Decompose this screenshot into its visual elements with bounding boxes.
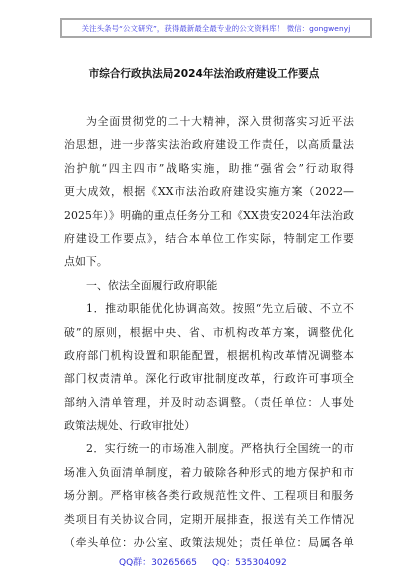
- section-heading: 一、依法全面履行政府职能: [86, 278, 218, 292]
- body-line: 场准入负面清单制度，着力破除各种形式的地方保护和市: [64, 465, 354, 479]
- contact-footer: [0, 555, 408, 571]
- body-line: 点如下。: [64, 255, 108, 269]
- body-line: 1．推动职能优化协调高效。按照“先立后破、不立不: [86, 302, 354, 316]
- body-line: 政策法规处、行政审批处）: [64, 419, 196, 433]
- body-line: 治护航“四主四市”战略实施，助推“强省会”行动取得: [64, 161, 354, 175]
- body-line: （牵头单位：办公室、政策法规处；责任单位：局属各单: [64, 536, 354, 550]
- body-line: 府建设工作要点》，结合本单位工作实际，特制定工作要: [64, 231, 354, 245]
- body-line: 场分割。严格审核各类行政规范性文件、工程项目和服务: [64, 489, 354, 503]
- promo-banner: [60, 18, 372, 38]
- body-line: 治思想，进一步落实法治政府建设工作责任，以高质量法: [64, 138, 354, 152]
- qq-number: QQ：535304092: [212, 558, 287, 568]
- qq-group-number: QQ群：30265665: [119, 558, 197, 568]
- body-line: 破”的原则，根据中央、省、市机构改革方案，调整优化: [64, 325, 354, 339]
- document-title: 市综合行政执法局2024年法治政府建设工作要点: [88, 68, 320, 80]
- body-line: 政府部门机构设置和职能配置，根据机构改革情况调整本: [64, 348, 354, 362]
- body-line: 为全面贯彻党的二十大精神，深入贯彻落实习近平法: [86, 115, 354, 128]
- body-line: 更大成效，根据《XX市法治政府建设实施方案（2022—: [64, 185, 354, 199]
- body-line: 部门权责清单。深化行政审批制度改革，行政许可事项全: [64, 372, 354, 386]
- body-line: 部纳入清单管理，并及时动态调整。（责任单位：人事处: [64, 395, 354, 409]
- promo-banner-text: 关注头条号“公文研究”，获得最新最全最专业的公文资料库！ 微信：gongwenyj: [81, 23, 351, 33]
- document-body: [64, 110, 354, 554]
- body-line: 2025年）》明确的重点任务分工和《XX贵安2024年法治政: [64, 208, 354, 222]
- body-line: 类项目有关协议合同，定期开展排查，报送有关工作情况: [64, 512, 354, 526]
- body-line: 2．实行统一的市场准入制度。严格执行全国统一的市: [86, 442, 354, 456]
